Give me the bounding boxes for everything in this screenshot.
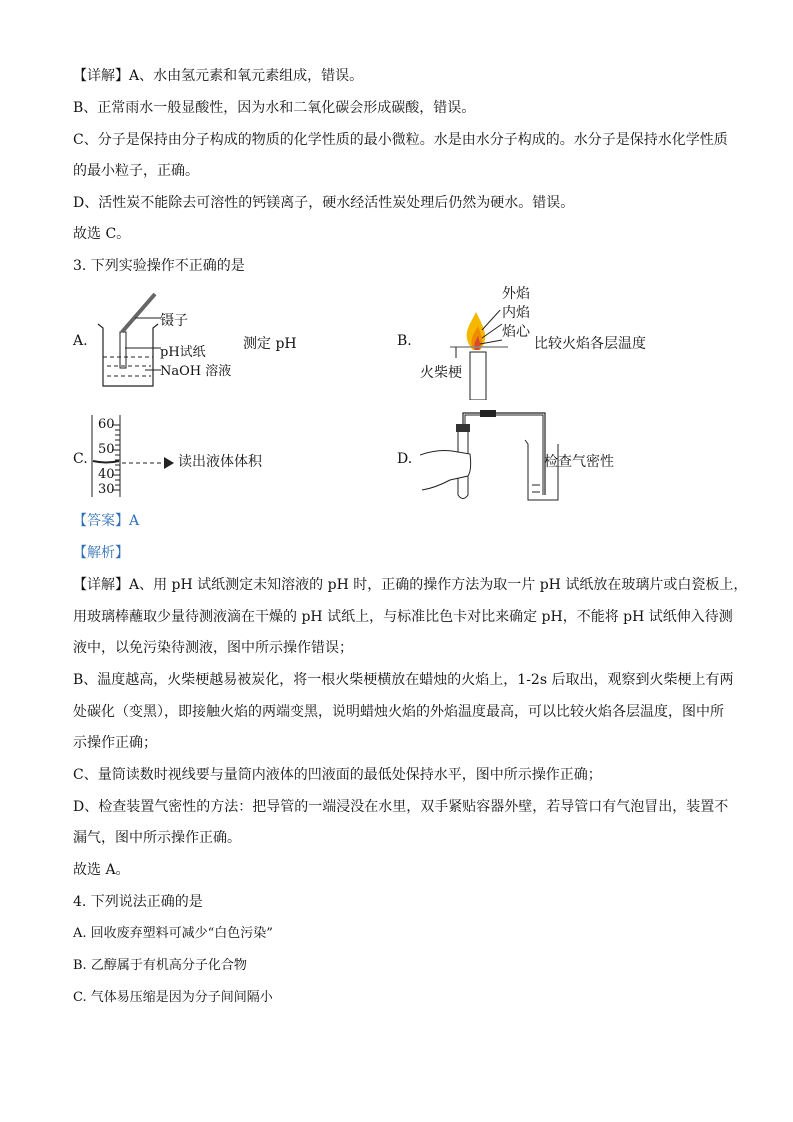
q4-question: 4. 下列说法正确的是	[73, 894, 203, 910]
outer-flame-label: 外焰	[502, 286, 530, 302]
tick-30: 30	[98, 482, 115, 497]
text-line: D、活性炭不能除去可溶性的钙镁离子，硬水经活性炭处理后仍然为硬水。错误。	[73, 195, 575, 211]
option-c-letter: C.	[73, 451, 88, 467]
tweezers-label: 镊子	[160, 313, 188, 329]
q4-option-a: A. 回收废弃塑料可减少“白色污染”	[73, 926, 273, 941]
option-d-letter: D.	[397, 451, 413, 467]
tick-60: 60	[98, 417, 115, 432]
text-line: B、温度越高，火柴梗越易被炭化，将一根火柴梗横放在蜡烛的火焰上，1-2s 后取出，观察到火柴梗上有两	[73, 672, 734, 688]
answer: 【答案】A	[73, 513, 140, 529]
tick-50: 50	[98, 442, 115, 457]
option-a-letter: A.	[73, 333, 88, 349]
option-d-caption: 检查气密性	[544, 454, 614, 470]
text-line: 的最小粒子，正确。	[73, 163, 199, 179]
matchstick-label: 火柴梗	[420, 365, 462, 381]
option-b-caption: 比较火焰各层温度	[534, 336, 646, 352]
text-line: B、正常雨水一般显酸性，因为水和二氧化碳会形成碳酸，错误。	[73, 100, 476, 116]
text-line: C、分子是保持由分子构成的物质的化学性质的最小微粒。水是由水分子构成的。水分子是保持水化学性质	[73, 132, 728, 148]
analysis-heading: 【解析】	[73, 545, 129, 561]
ph-paper-label: pH试纸	[160, 345, 206, 360]
text-line: 处碳化（变黑），即接触火焰的两端变黑，说明蜡烛火焰的外焰温度最高，可以比较火焰各层温度，图中所	[73, 704, 724, 720]
text-line: C、量筒读数时视线要与量筒内液体的凹液面的最低处保持水平，图中所示操作正确；	[73, 767, 602, 783]
inner-flame-label: 内焰	[502, 305, 530, 321]
option-b-letter: B.	[397, 333, 412, 349]
q3-question: 3. 下列实验操作不正确的是	[73, 258, 245, 274]
ph-test-figure	[95, 290, 165, 390]
flame-core-label: 焰心	[502, 324, 530, 340]
option-c-caption: 读出液体体积	[178, 454, 262, 470]
text-line: 【详解】A、用 pH 试纸测定未知溶液的 pH 时，正确的操作方法为取一片 pH 试纸放在玻璃片或白瓷板上，	[73, 577, 748, 593]
option-a-caption: 测定 pH	[243, 336, 297, 352]
q4-option-c: C. 气体易压缩是因为分子间间隔小	[73, 990, 273, 1005]
text-line: 用玻璃棒蘸取少量待测液滴在干燥的 pH 试纸上，与标准比色卡对比来确定 pH，不能将 pH 试纸伸入待测	[73, 609, 733, 625]
tick-40: 40	[98, 467, 115, 482]
text-line: 【详解】A、水由氢元素和氧元素组成，错误。	[73, 68, 364, 84]
text-line: 漏气，图中所示操作正确。	[73, 830, 241, 846]
text-line: 故选 C。	[73, 226, 131, 242]
text-line: 示操作正确；	[73, 735, 157, 751]
text-line: 液中，以免污染待测液，图中所示操作错误；	[73, 640, 353, 656]
q4-option-b: B. 乙醇属于有机高分子化合物	[73, 958, 247, 973]
text-line: 故选 A。	[73, 862, 130, 878]
text-line: D、检查装置气密性的方法：把导管的一端浸没在水里，双手紧贴容器外壁，若导管口有气泡冒出，装置不	[73, 799, 729, 815]
airtightness-check-figure	[420, 410, 560, 502]
naoh-label: NaOH 溶液	[160, 364, 232, 379]
